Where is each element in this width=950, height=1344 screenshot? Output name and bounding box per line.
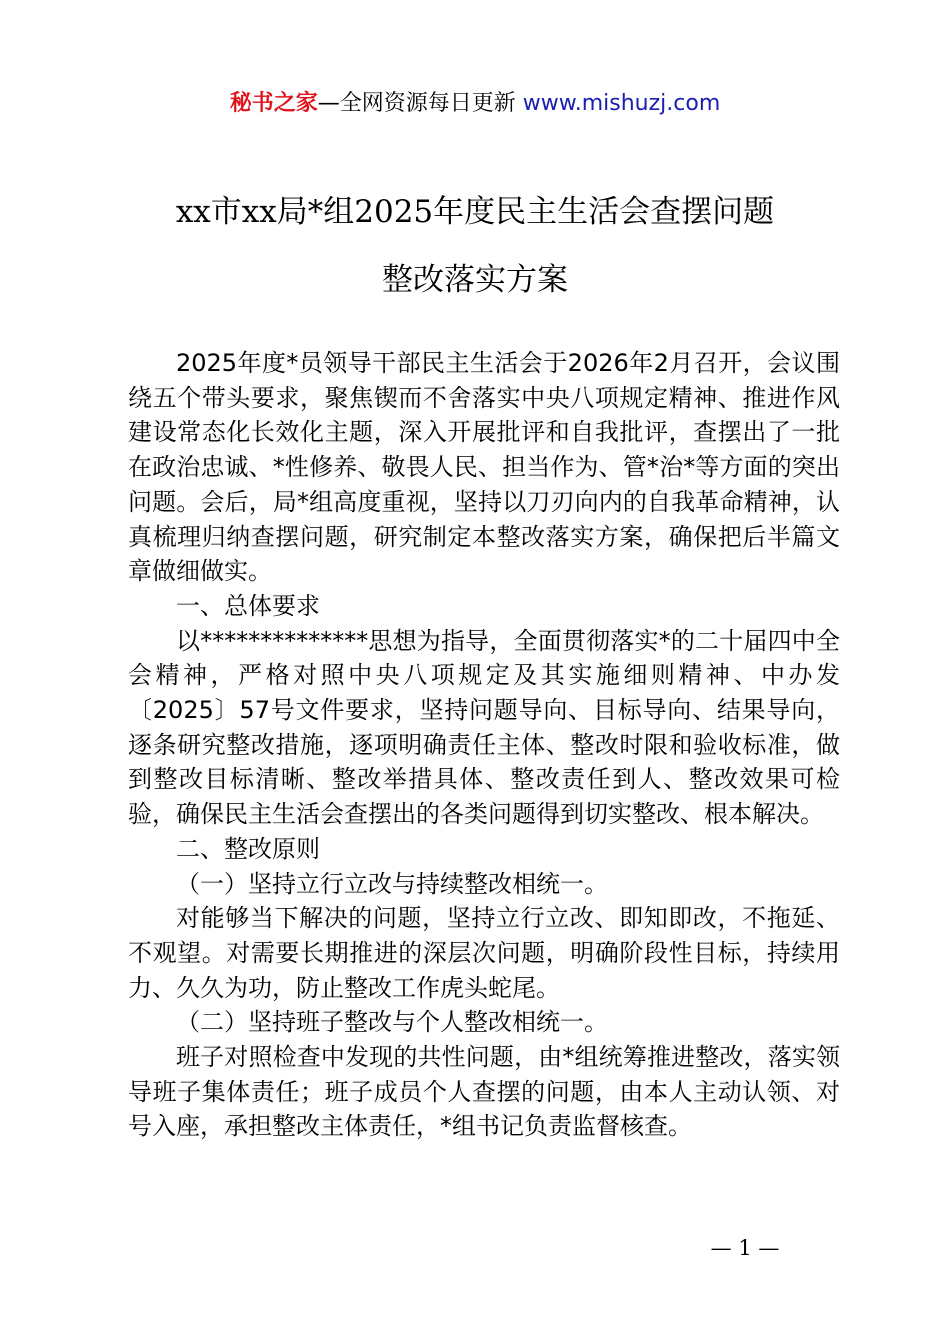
document-title-line-1: xx市xx局*组2025年度民主生活会查摆问题: [175, 194, 775, 230]
document-title-line-2: 整改落实方案: [382, 262, 568, 298]
page-number: — 1 —: [710, 1236, 780, 1260]
subheading-principle-1: （一）坚持立行立改与持续整改相统一。: [176, 869, 608, 898]
site-url-link[interactable]: www.mishuzj.com: [522, 91, 721, 116]
site-brand: 秘书之家: [229, 91, 318, 116]
section-heading-general-requirements: 一、总体要求: [176, 591, 320, 620]
general-requirements-paragraph: 以**************思想为指导，全面贯彻落实*的二十届四中全会精神，严格对照中央八项规定及其实施细则精神、中办发〔2025〕57号文件要求，坚持问题导向、目标导向、结果导向，逐条研究整改措施，逐项明确责任主体、整改时限和验收标准，做到整改目标清晰、整改举措具体、整改责任到人、整改效果可检验，确保民主生活会查摆出的各类问题得到切实整改、根本解决。: [128, 626, 840, 829]
site-tagline: —全网资源每日更新: [317, 91, 523, 116]
principle-2-paragraph: 班子对照检查中发现的共性问题，由*组统筹推进整改，落实领导班子集体责任；班子成员个人查摆的问题，由本人主动认领、对号入座，承担整改主体责任，*组书记负责监督核查。: [128, 1043, 840, 1141]
document-body: [128, 346, 840, 1144]
section-heading-principles: 二、整改原则: [176, 834, 320, 863]
site-header-banner: [0, 84, 950, 124]
subheading-principle-2: （二）坚持班子整改与个人整改相统一。: [176, 1008, 608, 1037]
intro-paragraph: 2025年度*员领导干部民主生活会于2026年2月召开，会议围绕五个带头要求，聚焦锲而不舍落实中央八项规定精神、推进作风建设常态化长效化主题，深入开展批评和自我批评，查摆出了一批在政治忠诚、*性修养、敬畏人民、担当作为、管*治*等方面的突出问题。会后，局*组高度重视，坚持以刀刃向内的自我革命精神，认真梳理归纳查摆问题，研究制定本整改落实方案，确保把后半篇文章做细做实。: [128, 349, 840, 586]
principle-1-paragraph: 对能够当下解决的问题，坚持立行立改、即知即改，不拖延、不观望。对需要长期推进的深层次问题，明确阶段性目标，持续用力、久久为功，防止整改工作虎头蛇尾。: [128, 904, 840, 1002]
